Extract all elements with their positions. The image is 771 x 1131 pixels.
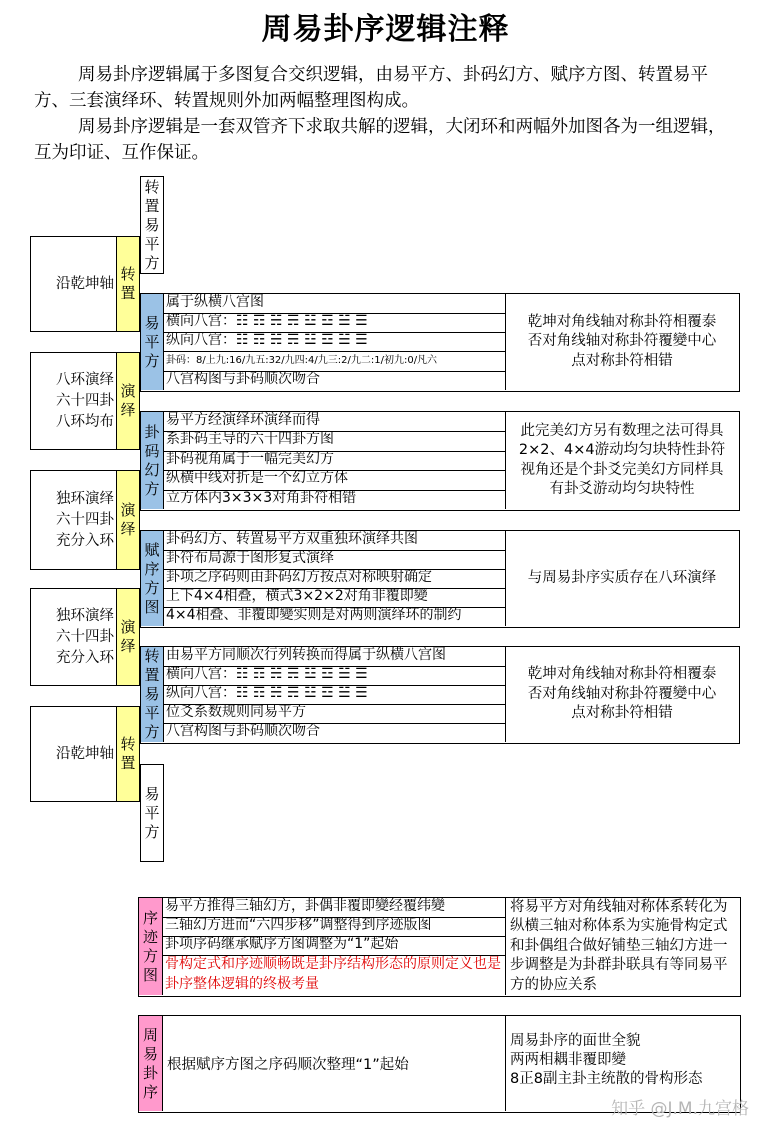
ring-2-inner: 演绎 [116, 352, 140, 450]
section-transposed-square-row: 位爻系数规则同易平方 [164, 704, 505, 724]
section-yi-square-row: 属于纵横八宫图 [164, 294, 505, 314]
section-trace-square-label: 序迹方图 [139, 898, 163, 995]
intro-text [34, 62, 734, 166]
section-transposed-square-note [506, 647, 738, 742]
section-trace-square-row: 易平方推得三轴幻方，卦偶非覆即變经覆纬變 [163, 898, 505, 918]
section-transposed-square-row: 由易平方同顺次行列转换而得属于纵横八宫图 [164, 647, 505, 667]
section-trace-square-row: 骨构定式和序迹顺畅既是卦序结构形态的原则定义也是卦序整体逻辑的终极考量 [165, 956, 501, 992]
watermark: 知乎 @J.M.九宫格 [611, 1099, 749, 1119]
section-trace-square-row: 卦项序码继承赋序方图调整为“1”起始 [163, 936, 505, 956]
ring-1-outer: 沿乾坤轴 [30, 236, 140, 332]
section-code-magic-square-row: 卦码视角属于一幅完美幻方 [164, 451, 505, 471]
section-yi-square-note-text: 乾坤对角线轴对称卦符相覆泰否对角线轴对称卦符覆變中心点对称卦符相错 [527, 313, 717, 369]
section-order-square-row: 卦码幻方、转置易平方双重独环演绎共图 [164, 531, 505, 551]
section-code-magic-square-row: 纵横中线对折是一个幻立方体 [164, 470, 505, 491]
section-transposed-square-label: 转置易平方 [141, 647, 164, 742]
section-zhouyi-order-label: 周易卦序 [139, 1016, 163, 1111]
section-order-square-row: 卦项之序码则由卦码幻方按点对称映射确定 [164, 569, 505, 589]
page-title: 周易卦序逻辑注释 [261, 12, 510, 47]
ring-5-inner: 转置 [116, 706, 140, 802]
section-code-magic-square-row: 立方体内3×3×3对角卦符相错 [166, 490, 357, 506]
section-transposed-square-row: 横向八宫：☷ ☶ ☵ ☴ ☳ ☲ ☱ ☰ [164, 666, 505, 686]
section-transposed-square-row: 纵向八宫：☷ ☶ ☵ ☴ ☳ ☲ ☱ ☰ [164, 685, 505, 705]
section-trace-square [138, 897, 741, 997]
section-transposed-square-rows [164, 647, 506, 742]
section-code-magic-square-row: 系卦码主导的六十四卦方图 [164, 431, 505, 452]
ring-3-outer-text: 独环演绎六十四卦充分入环 [56, 490, 114, 549]
section-zhouyi-order-note-line: 8正8副主卦主统散的骨构形态 [510, 1071, 703, 1087]
intro-paragraph-2: 周易卦序逻辑是一套双管齐下求取共解的逻辑，大闭环和两幅外加图各为一组逻辑，互为印证、互作保证。 [34, 117, 726, 163]
section-order-square-note: 与周易卦序实质存在八环演绎 [527, 569, 717, 586]
section-yi-square [140, 293, 740, 392]
section-transposed-square [140, 646, 740, 744]
section-zhouyi-order-note-line: 周易卦序的面世全貌 [510, 1033, 641, 1049]
section-yi-square-row: 纵向八宫：☷ ☶ ☵ ☴ ☳ ☲ ☱ ☰ [164, 332, 505, 352]
ring-4-outer-text: 独环演绎六十四卦充分入环 [56, 607, 114, 666]
section-yi-square-row: 八宫构图与卦码顺次吻合 [166, 371, 320, 387]
ring-1-inner: 转置 [116, 236, 140, 332]
section-zhouyi-order-main: 根据赋序方图之序码顺次整理“1”起始 [163, 1016, 506, 1111]
section-yi-square-row: 卦码：8/上九:16/九五:32/九四:4/九三:2/九二:1/初九:0/凡六 [164, 351, 505, 372]
section-code-magic-square-rows [164, 412, 506, 509]
section-yi-square-label: 易平方 [141, 294, 164, 390]
section-transposed-square-note-text: 乾坤对角线轴对称卦符相覆泰否对角线轴对称卦符覆變中心点对称卦符相错 [527, 666, 717, 722]
section-order-square-label: 赋序方图 [141, 531, 164, 626]
section-yi-square-row: 横向八宫：☷ ☶ ☵ ☴ ☳ ☲ ☱ ☰ [164, 313, 505, 333]
bottom-label-yi-square: 易平方 [140, 764, 164, 862]
section-code-magic-square-note [506, 412, 738, 509]
section-yi-square-rows [164, 294, 506, 390]
top-label-transposed-square: 转置易平方 [140, 176, 164, 274]
intro-paragraph-1: 周易卦序逻辑属于多图复合交织逻辑，由易平方、卦码幻方、赋序方图、转置易平方、三套演绎环、转置规则外加两幅整理图构成。 [34, 65, 708, 111]
section-yi-square-note [506, 294, 738, 390]
section-trace-square-row: 三轴幻方进而“六四步移”调整得到序迹版图 [163, 917, 505, 937]
section-order-square [140, 530, 740, 628]
section-code-magic-square-row: 易平方经演绎环演绎而得 [164, 412, 505, 432]
section-trace-square-rows [163, 898, 506, 995]
section-order-square-row: 卦符布局源于图形复式演绎 [164, 550, 505, 570]
ring-3-inner: 演绎 [116, 470, 140, 570]
section-code-magic-square-note-text: 此完美幻方另有数理之法可得具2×2、4×4游动均匀块特性卦符视角还是个卦爻完美幻方同样具有卦爻游动均匀块特性 [518, 422, 726, 497]
section-code-magic-square [140, 411, 740, 511]
section-order-square-row: 4×4相叠、非覆即變实则是对两则演绎环的制约 [166, 607, 462, 623]
section-code-magic-square-label: 卦码幻方 [141, 412, 164, 509]
section-transposed-square-row: 八宫构图与卦码顺次吻合 [166, 723, 320, 739]
ring-2-outer-text: 八环演绎六十四卦八环均布 [56, 371, 114, 430]
ring-5-outer: 沿乾坤轴 [30, 706, 140, 802]
section-order-square-row: 上下4×4相叠，横式3×2×2对角非覆即變 [164, 588, 505, 608]
section-order-square-rows [164, 531, 506, 626]
ring-4-inner: 演绎 [116, 588, 140, 686]
section-trace-square-note: 将易平方对角线轴对称体系转化为纵横三轴对称体系为实施骨构定式和卦偶组合做好铺垫三轴幻方进一步调整是为卦群卦联具有等同易平方的协应关系 [510, 898, 728, 993]
section-zhouyi-order-note-line: 两两相耦非覆即變 [510, 1052, 626, 1068]
